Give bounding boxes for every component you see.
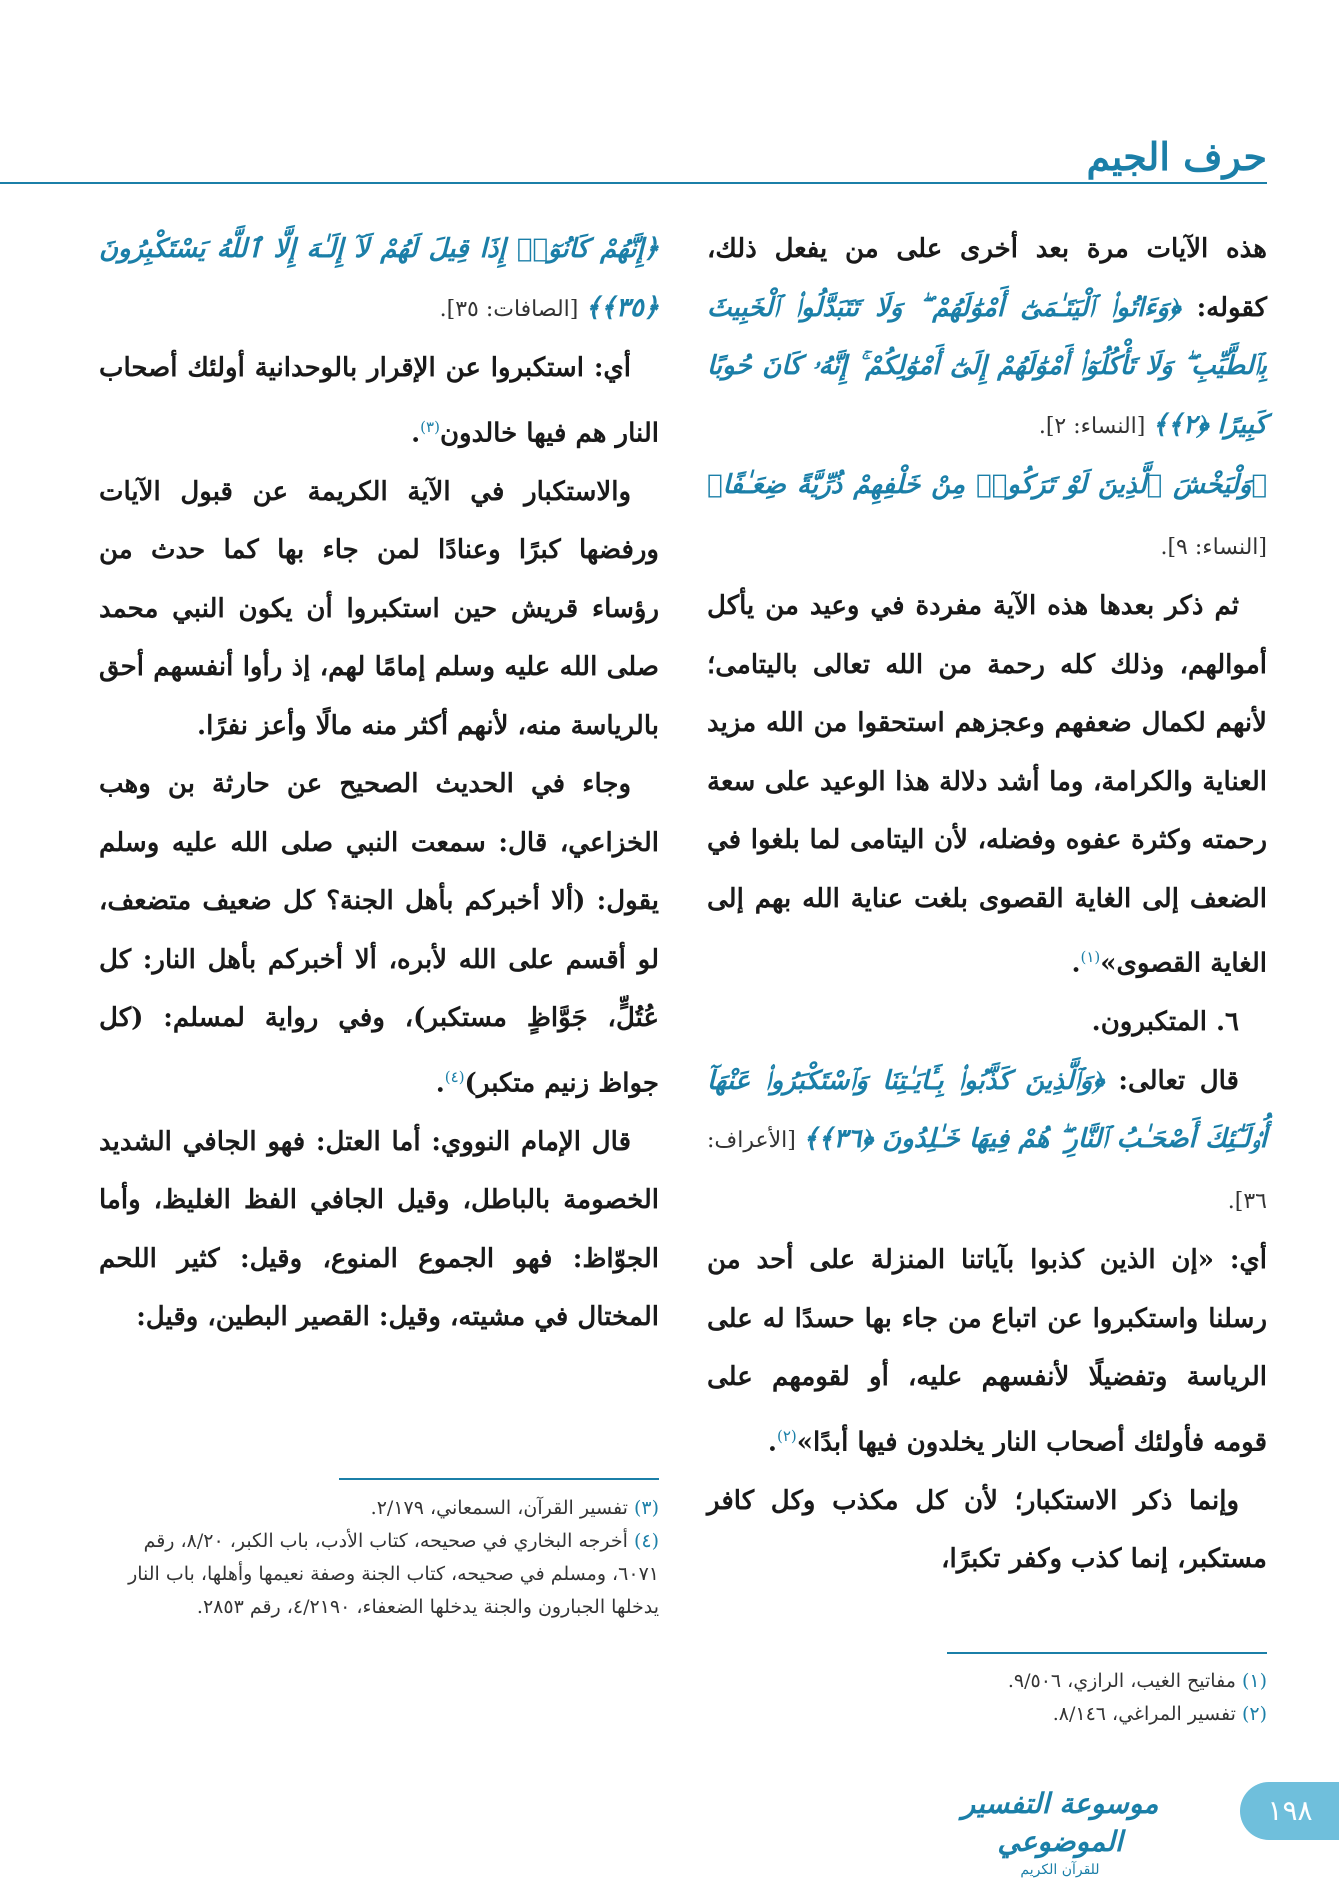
footnote-ref[interactable]: (٤)	[444, 1067, 465, 1086]
footnote-number: (٣)	[633, 1497, 659, 1519]
paragraph-text: أي: «إن الذين كذبوا بآياتنا المنزلة على أحد من رسلنا واستكبروا عن اتباع من جاء بها حسدًا له على الرياسة وتفضيلًا لأنفسهم عليه، أو لقومهم على قومه فأولئك أصحاب النار يخلدون فيها أبدًا»	[707, 1245, 1267, 1458]
paragraph-text: هذه الآيات مرة بعد أخرى على من يفعل ذلك، كقوله:	[707, 234, 1267, 323]
footnote	[707, 1665, 1267, 1698]
paragraph-text: والاستكبار في الآية الكريمة عن قبول الآيات ورفضها كبرًا وعنادًا لمن جاء بها كما حدث من رؤساء قريش حين استكبروا أن يكون النبي محمد صلى الله عليه وسلم إمامًا لهم، إذ رأوا أنفسهم أحق بالرياسة منه، لأنهم أكثر منه مالًا وأعز نفرًا.	[99, 476, 659, 741]
footnote-ref[interactable]: (١)	[1080, 948, 1101, 966]
verse-citation: [النساء: ٢].	[1038, 413, 1153, 439]
paragraph-tail: .	[435, 1068, 445, 1099]
paragraph-tail: .	[1071, 948, 1081, 979]
paragraph	[707, 1472, 1267, 1589]
footnote-ref[interactable]: (٣)	[420, 417, 440, 436]
footnote-text: تفسير المراغي، ٨/١٤٦.	[1052, 1703, 1236, 1725]
chapter-title: حرف الجيم	[1086, 134, 1267, 179]
verse-citation: [النساء: ٩].	[1160, 534, 1267, 560]
paragraph-text: قال تعالى:	[1103, 1065, 1239, 1096]
section-heading	[707, 993, 1267, 1052]
paragraph	[707, 220, 1267, 456]
paragraph	[99, 339, 659, 463]
logo-subtitle: للقرآن الكريم	[1020, 1862, 1100, 1878]
paragraph	[99, 1113, 659, 1347]
paragraph	[707, 1231, 1267, 1472]
paragraph	[99, 463, 659, 756]
logo-title: موسوعة التفسير الموضوعي	[961, 1787, 1159, 1858]
quran-verse: ﴿وَٱلَّذِينَ كَذَّبُوا۟ بِـَٔايَـٰتِنَا وَٱسْتَكْبَرُوا۟ عَنْهَآ أُو۟لَـٰٓئِكَ أَصْحَـٰبُ ٱلنَّارِ ۖ هُمْ فِيهَا خَـٰلِدُونَ ﴿٣٦﴾﴾	[707, 1065, 1267, 1155]
paragraph	[99, 220, 659, 339]
paragraph	[707, 577, 1267, 993]
paragraph	[707, 1052, 1267, 1232]
paragraph-text: ثم ذكر بعدها هذه الآية مفردة في وعيد من يأكل أموالهم، وذلك كله رحمة من الله تعالى باليتامى؛ لأنهم لكمال ضعفهم وعجزهم استحقوا من الله مزيد العناية والكرامة، وما أشد دلالة هذا الوعيد على سعة رحمته وكثرة عفوه وفضله، لأن اليتامى لما بلغوا في الضعف إلى الغاية القصوى بلغت عناية الله بهم إلى الغاية القصوى»	[707, 591, 1267, 979]
footnote-text: أخرجه البخاري في صحيحه، كتاب الأدب، باب الكبر، ٨/٢٠، رقم ٦٠٧١، ومسلم في صحيحه، كتاب الجنة وصفة نعيمها وأهلها، باب النار يدخلها الجبارون والجنة يدخلها الضعفاء، ٤/٢١٩٠، رقم ٢٨٥٣.	[128, 1530, 659, 1618]
page-number-badge	[1240, 1782, 1339, 1840]
footnotes-right	[707, 1665, 1267, 1731]
footnote-divider	[947, 1652, 1267, 1654]
quran-verse: ﴿إِنَّهُمْ كَانُوٓا۟ إِذَا قِيلَ لَهُمْ لَآ إِلَـٰهَ إِلَّا ٱللَّهُ يَسْتَكْبِرُونَ ﴿٣٥﴾﴾	[99, 234, 659, 323]
footnotes-left	[99, 1492, 659, 1624]
paragraph-text: قال الإمام النووي: أما العتل: فهو الجافي الشديد الخصومة بالباطل، وقيل الجافي الفظ الغليظ، وأما الجوّاظ: فهو الجموع المنوع، وقيل: كثير اللحم المختال في مشيته، وقيل: القصير البطين، وقيل:	[99, 1126, 659, 1333]
footnote-number: (٤)	[633, 1530, 659, 1552]
encyclopedia-logo	[910, 1785, 1210, 1878]
quran-verse: ﴿وَءَاتُوا۟ ٱلْيَتَـٰمَىٰٓ أَمْوَٰلَهُمْ ۖ وَلَا تَتَبَدَّلُوا۟ ٱلْخَبِيثَ بِٱلطَّيِّبِ ۖ وَلَا تَأْكُلُوٓا۟ أَمْوَٰلَهُمْ إِلَىٰٓ أَمْوَٰلِكُمْ ۚ إِنَّهُۥ كَانَ حُوبًا كَبِيرًا ﴿٢﴾﴾	[707, 292, 1267, 440]
verse-citation: [الأعراف: ٣٦].	[707, 1128, 1267, 1214]
footnote-text: مفاتيح الغيب، الرازي، ٩/٥٠٦.	[1007, 1670, 1236, 1692]
footnote	[707, 1698, 1267, 1731]
paragraph-text: أي: استكبروا عن الإقرار بالوحدانية أولئك أصحاب النار هم فيها خالدون	[99, 353, 659, 449]
footnote-number: (١)	[1241, 1670, 1267, 1692]
paragraph	[707, 456, 1267, 577]
paragraph-text: ٦. المتكبرون.	[1091, 1007, 1239, 1038]
paragraph-tail: .	[411, 418, 421, 449]
footnote-number: (٢)	[1241, 1703, 1267, 1725]
footnote-ref[interactable]: (٢)	[776, 1426, 797, 1445]
footnote	[99, 1525, 659, 1624]
paragraph-text: وإنما ذكر الاستكبار؛ لأن كل مكذب وكل كافر مستكبر، إنما كذب وكفر تكبرًا،	[707, 1485, 1267, 1575]
header-rule	[0, 182, 1267, 184]
footnote-text: تفسير القرآن، السمعاني، ٢/١٧٩.	[370, 1497, 628, 1519]
paragraph	[99, 755, 659, 1113]
footnote	[99, 1492, 659, 1525]
footnote-divider	[339, 1478, 659, 1480]
page-number: ١٩٨	[1267, 1794, 1313, 1827]
left-column	[99, 220, 659, 1347]
quran-verse: ﴿وَلْيَخْشَ ٱلَّذِينَ لَوْ تَرَكُوا۟ مِنْ خَلْفِهِمْ ذُرِّيَّةً ضِعَـٰفًا﴾	[707, 470, 1267, 500]
paragraph-tail: .	[767, 1427, 777, 1458]
verse-citation: [الصافات: ٣٥].	[439, 296, 586, 322]
right-column	[707, 220, 1267, 1589]
paragraph-text: وجاء في الحديث الصحيح عن حارثة بن وهب الخزاعي، قال: سمعت النبي صلى الله عليه وسلم يقول: (ألا أخبركم بأهل الجنة؟ كل ضعيف متضعف، لو أقسم على الله لأبره، ألا أخبركم بأهل النار: كل عُتُلٍّ، جَوَّاظٍ مستكبر)، وفي رواية لمسلم: (كل جواظ زنيم متكبر)	[99, 769, 659, 1099]
